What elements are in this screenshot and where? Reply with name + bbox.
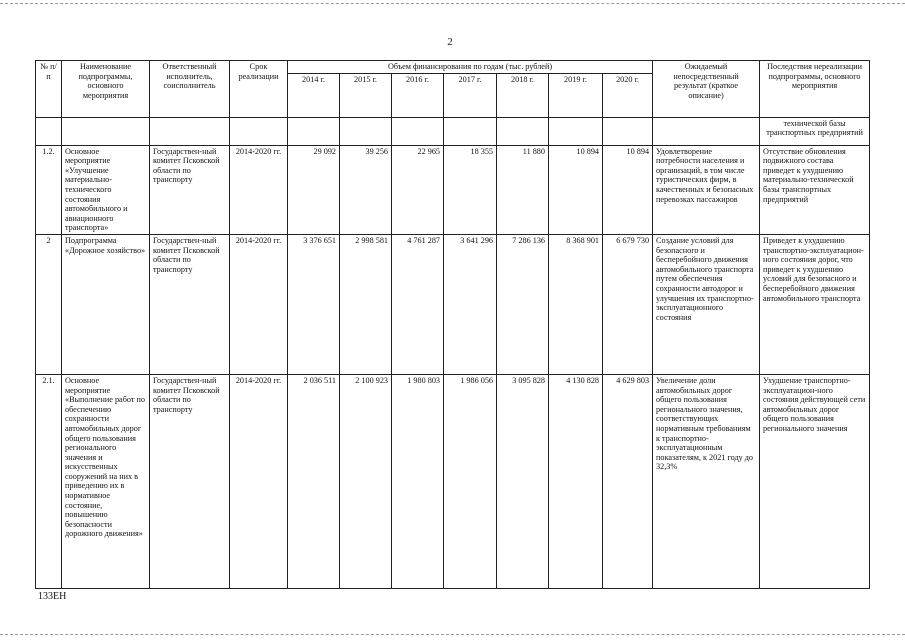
cell-value-2016: 4 761 287: [392, 234, 444, 374]
cell-value-2020: 10 894: [603, 145, 653, 234]
cell-name: Основное мероприятие «Улучшение материально-технического состояния автомобильного и авиационного транспорта»: [62, 145, 150, 234]
table-row: [36, 374, 870, 588]
cell-consequences: технической базы транспортных предприятий: [760, 117, 870, 145]
cell-value-2020: 6 679 730: [603, 234, 653, 374]
header-consequences: Последствия нереализации подпрограммы, основного мероприятия: [760, 61, 870, 118]
cell-consequences: Приведет к ухудшению транспортно-эксплуатацион-ного состояния дорог, что приведет к ухудшению условий для безопасного и бесперебойного движения автомобильного транспорта: [760, 234, 870, 374]
cell-period: 2014-2020 гг.: [230, 234, 288, 374]
table-row: [36, 145, 870, 234]
header-num: № п/п: [36, 61, 62, 118]
cell-value-2017: 18 355: [444, 145, 497, 234]
table-row-continuation: [36, 117, 870, 145]
cell-value-2014: 2 036 511: [288, 374, 340, 588]
cell-value-2015: 2 998 581: [340, 234, 392, 374]
header-year: 2019 г.: [549, 73, 603, 117]
cell-empty: [150, 117, 230, 145]
cell-consequences: Отсутствие обновления подвижного состава приведет к ухудшению материально-технической базы транспортных предприятий: [760, 145, 870, 234]
cell-empty: [603, 117, 653, 145]
cell-result: Удовлетворение потребности населения и организаций, в том числе туристических фирм, в качественных и безопасных перевозках пассажиров: [653, 145, 760, 234]
cell-value-2019: 4 130 828: [549, 374, 603, 588]
cell-empty: [340, 117, 392, 145]
cell-empty: [549, 117, 603, 145]
cell-value-2018: 11 880: [497, 145, 549, 234]
table-row: [36, 234, 870, 374]
header-year: 2018 г.: [497, 73, 549, 117]
header-name: Наименование подпрограммы, основного мероприятия: [62, 61, 150, 118]
cell-responsible: Государствен-ный комитет Псковской области по транспорту: [150, 234, 230, 374]
cell-value-2015: 39 256: [340, 145, 392, 234]
header-row-top: [36, 61, 870, 74]
cell-consequences: Ухудшение транспортно-эксплуатацион-ного состояния действующей сети автомобильных дорог общего пользования регионального значения: [760, 374, 870, 588]
cell-value-2014: 3 376 651: [288, 234, 340, 374]
program-table: [35, 60, 870, 589]
cell-empty: [288, 117, 340, 145]
header-responsible: Ответственный исполнитель, соисполнитель: [150, 61, 230, 118]
header-year: 2017 г.: [444, 73, 497, 117]
header-year: 2020 г.: [603, 73, 653, 117]
cell-period: 2014-2020 гг.: [230, 145, 288, 234]
header-year: 2016 г.: [392, 73, 444, 117]
cell-empty: [392, 117, 444, 145]
page-number: 2: [447, 36, 453, 48]
cell-result: Создание условий для безопасного и бесперебойного движения автомобильного транспорта путем обеспечения сохранности автодорог и улучшения их транспортно-эксплуатационного состояния: [653, 234, 760, 374]
cell-num: 1.2.: [36, 145, 62, 234]
cell-value-2016: 1 980 803: [392, 374, 444, 588]
cell-responsible: Государствен-ный комитет Псковской области по транспорту: [150, 145, 230, 234]
cell-responsible: Государствен-ный комитет Псковской области по транспорту: [150, 374, 230, 588]
cell-value-2019: 8 368 901: [549, 234, 603, 374]
cell-num: 2: [36, 234, 62, 374]
cell-value-2018: 7 286 136: [497, 234, 549, 374]
cell-empty: [444, 117, 497, 145]
cell-period: 2014-2020 гг.: [230, 374, 288, 588]
cell-name: Основное мероприятие «Выполнение работ по обеспечению сохранности автомобильных дорог общего пользования регионального значения и искусственных сооружений на них в приведению их в нормативное состояние, повышению безопасности дорожного движения»: [62, 374, 150, 588]
scan-bottom-edge: [0, 634, 905, 635]
scan-top-edge: [0, 3, 905, 4]
cell-empty: [497, 117, 549, 145]
header-funding: Объем финансирования по годам (тыс. рублей): [288, 61, 653, 74]
header-period: Срок реализации: [230, 61, 288, 118]
cell-value-2016: 22 965: [392, 145, 444, 234]
header-year: 2015 г.: [340, 73, 392, 117]
cell-value-2017: 1 986 056: [444, 374, 497, 588]
cell-value-2014: 29 092: [288, 145, 340, 234]
cell-value-2018: 3 095 828: [497, 374, 549, 588]
cell-empty: [62, 117, 150, 145]
cell-value-2017: 3 641 296: [444, 234, 497, 374]
cell-empty: [36, 117, 62, 145]
header-year: 2014 г.: [288, 73, 340, 117]
cell-value-2019: 10 894: [549, 145, 603, 234]
cell-value-2015: 2 100 923: [340, 374, 392, 588]
document-code: 133ЕН: [38, 591, 67, 602]
header-result: Ожидаемый непосредственный результат (краткое описание): [653, 61, 760, 118]
cell-empty: [230, 117, 288, 145]
cell-num: 2.1.: [36, 374, 62, 588]
cell-value-2020: 4 629 803: [603, 374, 653, 588]
cell-empty: [653, 117, 760, 145]
cell-name: Подпрограмма «Дорожное хозяйство»: [62, 234, 150, 374]
cell-result: Увеличение доли автомобильных дорог общего пользования регионального значения, соответствующих нормативным требованиям к транспортно-эксплуатационным показателям, к 2021 году до 32,3%: [653, 374, 760, 588]
